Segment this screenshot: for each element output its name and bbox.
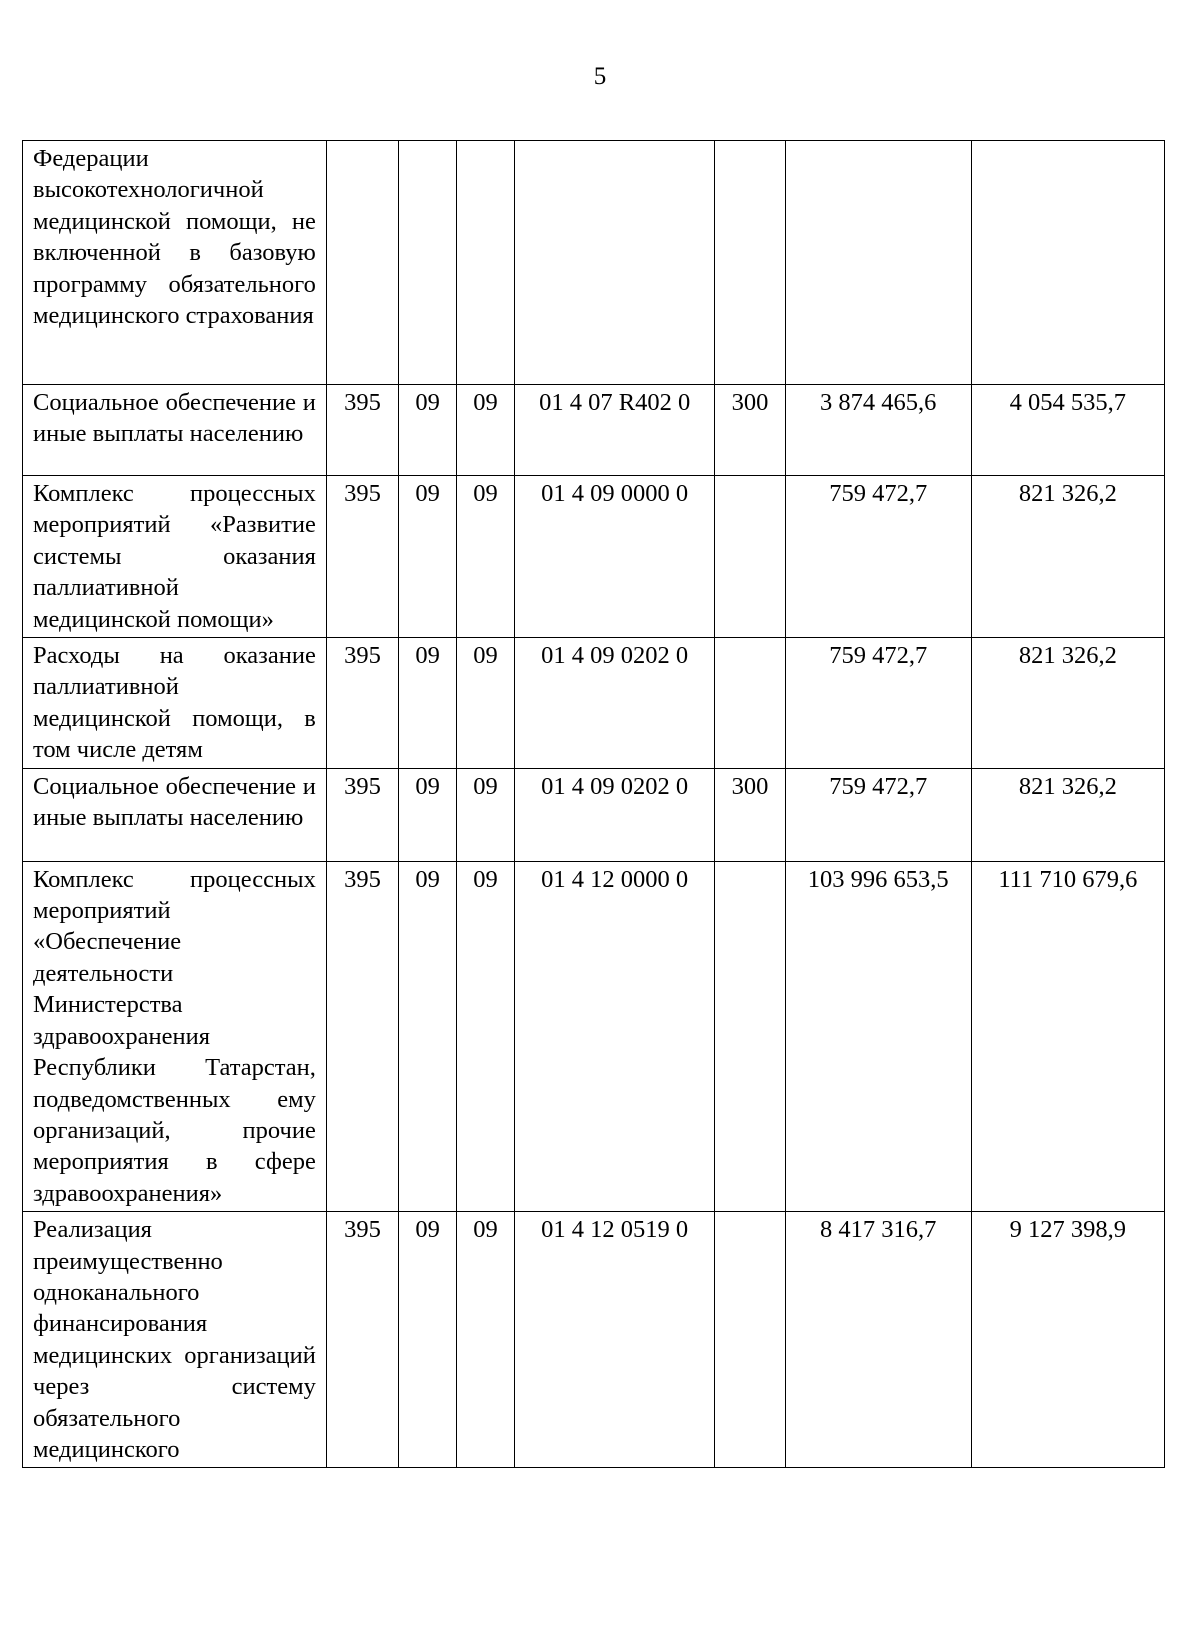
ministry-code [326,141,398,385]
amount-year-1 [785,141,971,385]
amount-year-2: 821 326,2 [971,476,1164,638]
amount-year-1: 759 472,7 [785,768,971,861]
expense-type-code [715,1212,785,1468]
amount-year-2: 821 326,2 [971,638,1164,769]
subsection-code: 09 [457,385,515,476]
expense-type-code [715,638,785,769]
table-row [23,476,1165,638]
amount-year-2: 4 054 535,7 [971,385,1164,476]
expense-type-code [715,141,785,385]
amount-year-1: 8 417 316,7 [785,1212,971,1468]
amount-year-1: 3 874 465,6 [785,385,971,476]
section-code: 09 [399,768,457,861]
amount-year-2: 9 127 398,9 [971,1212,1164,1468]
subsection-code: 09 [457,861,515,1211]
row-name: Социальное обеспечение и иные выплаты населению [23,768,327,861]
subsection-code: 09 [457,476,515,638]
target-article-code: 01 4 12 0519 0 [514,1212,714,1468]
table-row [23,1212,1165,1468]
expense-type-code: 300 [715,768,785,861]
target-article-code: 01 4 12 0000 0 [514,861,714,1211]
section-code: 09 [399,476,457,638]
amount-year-2: 111 710 679,6 [971,861,1164,1211]
ministry-code: 395 [326,768,398,861]
ministry-code: 395 [326,1212,398,1468]
expense-type-code [715,476,785,638]
table-row [23,141,1165,385]
section-code: 09 [399,1212,457,1468]
target-article-code [514,141,714,385]
row-name: Расходы на оказание паллиативной медицинской помощи, в том числе детям [23,638,327,769]
section-code [399,141,457,385]
subsection-code: 09 [457,768,515,861]
expense-type-code: 300 [715,385,785,476]
amount-year-1: 759 472,7 [785,638,971,769]
target-article-code: 01 4 09 0202 0 [514,638,714,769]
subsection-code: 09 [457,638,515,769]
table-row [23,861,1165,1211]
ministry-code: 395 [326,638,398,769]
section-code: 09 [399,861,457,1211]
ministry-code: 395 [326,861,398,1211]
budget-table [22,140,1165,1468]
row-name: Комплекс процессных мероприятий «Развитие системы оказания паллиативной медицинской помощи» [23,476,327,638]
section-code: 09 [399,638,457,769]
amount-year-1: 759 472,7 [785,476,971,638]
target-article-code: 01 4 09 0202 0 [514,768,714,861]
subsection-code [457,141,515,385]
expense-type-code [715,861,785,1211]
amount-year-2 [971,141,1164,385]
table-row [23,768,1165,861]
target-article-code: 01 4 09 0000 0 [514,476,714,638]
row-name: Реализация преимущественно одноканального финансирования медицинских организаций через систему обязательного медицинского [23,1212,327,1468]
table-row [23,638,1165,769]
ministry-code: 395 [326,476,398,638]
section-code: 09 [399,385,457,476]
row-name: Комплекс процессных мероприятий «Обеспечение деятельности Министерства здравоохранения Республики Татарстан, подведомственных ему организаций, прочие мероприятия в сфере здравоохранения» [23,861,327,1211]
subsection-code: 09 [457,1212,515,1468]
target-article-code: 01 4 07 R402 0 [514,385,714,476]
row-name: Федерации высокотехнологичной медицинской помощи, не включенной в базовую программу обязательного медицинского страхования [23,141,327,385]
amount-year-1: 103 996 653,5 [785,861,971,1211]
row-name: Социальное обеспечение и иные выплаты населению [23,385,327,476]
page-number: 5 [593,63,607,90]
amount-year-2: 821 326,2 [971,768,1164,861]
table-row [23,385,1165,476]
ministry-code: 395 [326,385,398,476]
